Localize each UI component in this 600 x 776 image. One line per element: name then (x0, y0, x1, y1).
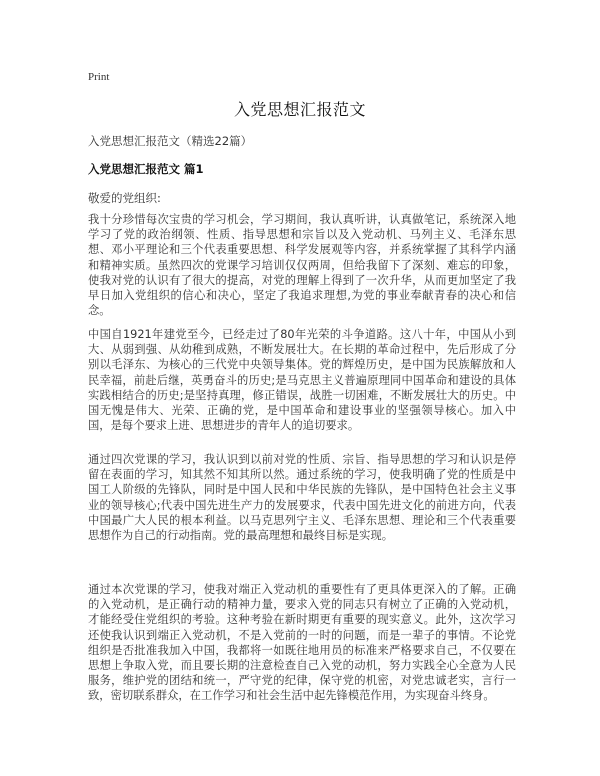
body-paragraph-4: 通过本次党课的学习，使我对端正入党动机的重要性有了更具体更深入的了解。正确的入党动机，是正确行动的精神力量，要求入党的同志只有树立了正确的入党动机，才能经受住党组织的考验。这种考验在新时期更有重要的现实意义。此外，这次学习还使我认识到端正入党动机，不是入党前的一时的问题，而是一辈子的事情。不论党组织是否批准我加入中国，我都将一如既往地用员的标准来严格要求自己，不仅要在思想上争取入党，而且要长期的注意检查自己入党的动机，努力实践全心全意为人民服务，维护党的团结和统一，严守党的纪律，保守党的机密，对党忠诚老实，言行一致，密切联系群众，在工作学习和社会生活中起先锋模范作用，为实现奋斗终身。 (88, 583, 516, 703)
body-paragraph-2: 中国自1921年建党至今，已经走过了80年光荣的斗争道路。这八十年，中国从小到大、从弱到强、从幼稚到成熟，不断发展壮大。在长期的革命过程中，先后形成了分别以毛泽东、为核心的三代党中央领导集体。党的辉煌历史，是中国为民族解放和人民幸福，前赴后继，英勇奋斗的历史;是马克思主义普遍原理同中国革命和建设的具体实践相结合的历史;是坚持真理，修正错误，战胜一切困难，不断发展壮大的历史。中国无愧是伟大、光荣、正确的党，是中国革命和建设事业的坚强领导核心。加入中国，是每个要求上进、思想进步的青年人的追切要求。 (88, 328, 516, 433)
salutation: 敬爱的党组织: (88, 191, 161, 205)
body-paragraph-3: 通过四次党课的学习，我认识到以前对党的性质、宗旨、指导思想的学习和认识是停留在表面的学习，知其然不知其所以然。通过系统的学习，使我明确了党的性质是中国工人阶级的先锋队，同时是中国人民和中华民族的先锋队，是中国特色社会主义事业的领导核心;代表中国先进生产力的发展要求，代表中国先进文化的前进方向，代表中国最广大人民的根本利益。以马克思列宁主义、毛泽东思想、理论和三个代表重要思想作为自己的行动指南。党的最高理想和最终目标是实现。 (88, 453, 516, 543)
body-paragraph-1: 我十分珍惜每次宝贵的学习机会，学习期间，我认真听讲，认真做笔记，系统深入地学习了党的政治纲领、性质、指导思想和宗旨以及入党动机、马列主义、毛泽东思想、邓小平理论和三个代表重要思想、科学发展观等内容，并系统掌握了其科学内涵和精神实质。虽然四次的党课学习培训仅仅两周，但给我留下了深刻、难忘的印象，使我对党的认识有了很大的提高，对党的理解上得到了一次升华，从而更加坚定了我早日加入党组织的信心和决心，坚定了我追求理想,为党的事业奉献青春的决心和信念。 (88, 213, 516, 318)
page-title: 入党思想汇报范文 (233, 100, 366, 119)
print-label: Print (88, 71, 110, 83)
document-subtitle: 入党思想汇报范文（精选22篇） (88, 134, 253, 148)
section-heading: 入党思想汇报范文 篇1 (88, 162, 204, 176)
